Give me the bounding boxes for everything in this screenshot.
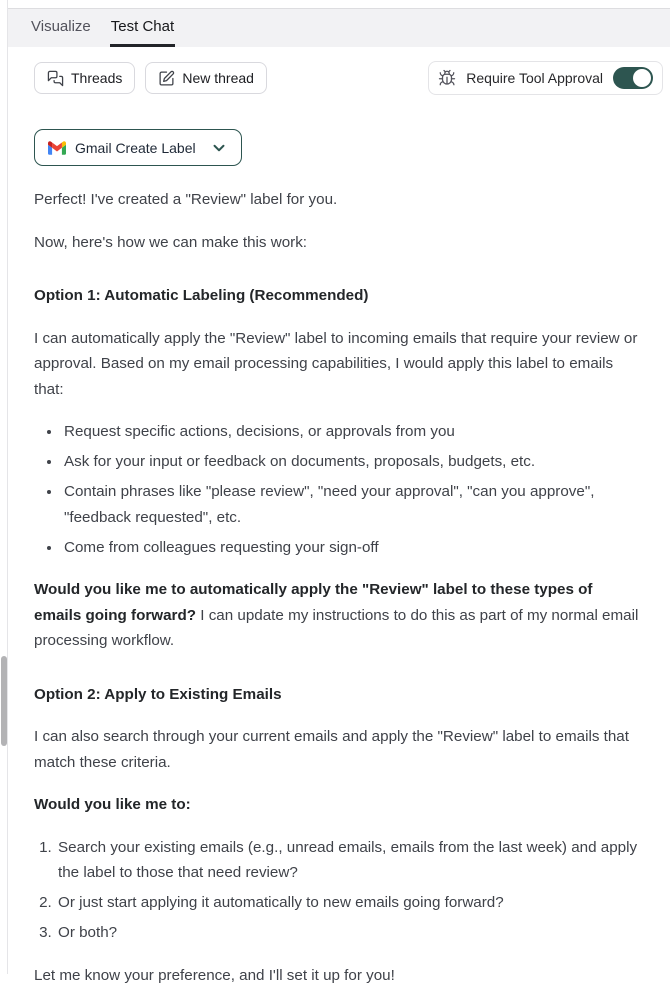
bold-question: Would you like me to automatically apply the "Review" label to these types of emails going forward? [34, 581, 593, 624]
pencil-square-icon [158, 70, 175, 87]
message-paragraph: Let me know your preference, and I'll set it up for you! [34, 966, 395, 984]
list-item: 1. Search your existing emails (e.g., unread emails, emails from the last week) and apply the label to those that need review? [56, 835, 642, 886]
list-item: • Ask for your input or feedback on documents, proposals, budgets, etc. [62, 449, 642, 475]
require-tool-approval-control [428, 61, 663, 95]
bug-icon [438, 69, 456, 87]
message-paragraph: Now, here's how we can make this work: [34, 233, 308, 251]
test-chat-panel [7, 0, 670, 984]
tab-test-chat[interactable]: Test Chat [110, 9, 175, 47]
option-2-heading: Option 2: Apply to Existing Emails [34, 685, 282, 703]
list-item: 2. Or just start applying it automatically to new emails going forward? [56, 890, 642, 916]
message-paragraph [34, 792, 642, 818]
chevron-down-icon [210, 139, 228, 157]
tool-pill-label: Gmail Create Label [75, 139, 196, 156]
gmail-logo-icon [48, 141, 66, 155]
criteria-bullet-list [34, 419, 642, 560]
list-item: • Request specific actions, decisions, or approvals from you [62, 419, 642, 445]
new-thread-button-label: New thread [182, 70, 254, 86]
tab-bar [8, 8, 670, 47]
message-paragraph [34, 577, 642, 654]
threads-button[interactable] [34, 62, 135, 94]
paragraph-text: I can update my instructions to do this as part of my normal email processing workflow. [34, 606, 639, 649]
assistant-message [34, 187, 642, 1005]
option-1-heading: Option 1: Automatic Labeling (Recommended) [34, 287, 369, 304]
toggle-knob [633, 69, 651, 87]
threads-button-label: Threads [71, 70, 123, 86]
list-item: • Contain phrases like "please review", "need your approval", "can you approve", "feedback requested", etc. [62, 479, 642, 530]
message-paragraph: I can also search through your current emails and apply the "Review" label to emails that match these criteria. [34, 728, 629, 771]
message-paragraph: Perfect! I've created a "Review" label for you. [34, 191, 338, 208]
require-tool-approval-toggle[interactable] [613, 67, 653, 89]
message-paragraph: I can automatically apply the "Review" label to incoming emails that require your review or approval. Based on my email processing capabilities, I would apply this label to emails that: [34, 329, 638, 398]
require-tool-approval-label: Require Tool Approval [466, 70, 603, 86]
options-numbered-list [34, 835, 642, 946]
tab-visualize[interactable]: Visualize [31, 18, 91, 35]
new-thread-button[interactable] [145, 62, 267, 94]
bold-question: Would you like me to: [34, 796, 191, 813]
chat-bubbles-icon [47, 70, 64, 87]
list-item: • Come from colleagues requesting your sign-off [62, 535, 642, 561]
gmail-create-label-tool-pill[interactable] [34, 129, 242, 166]
toolbar [34, 61, 663, 95]
list-item: 3. Or both? [56, 920, 642, 946]
thread-buttons-group [34, 62, 267, 94]
